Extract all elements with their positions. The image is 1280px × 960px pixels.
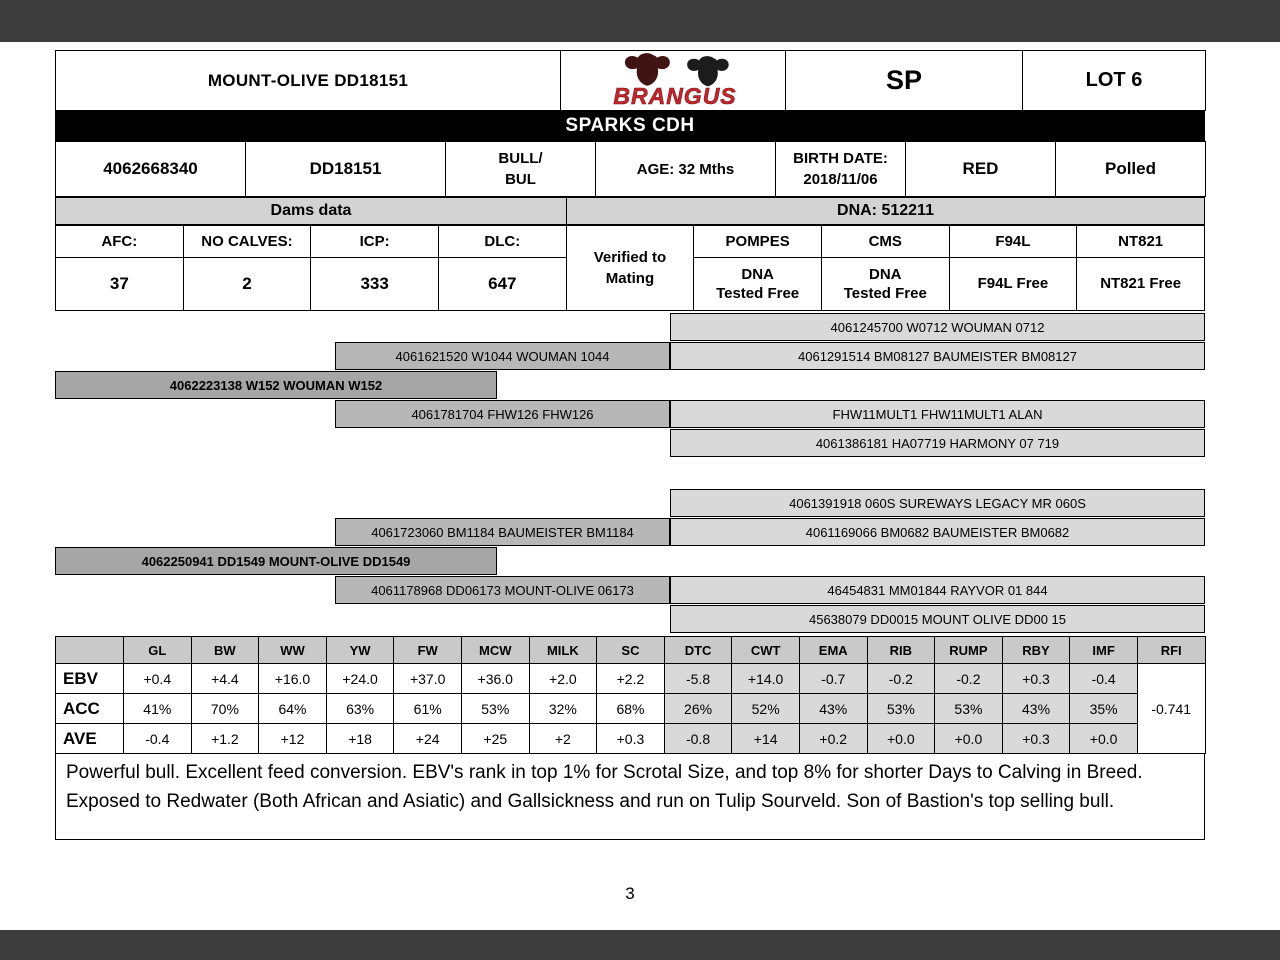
ebv-col-header: MCW	[461, 637, 529, 664]
pedigree-box-sire-dam-sire: FHW11MULT1 FHW11MULT1 ALAN	[670, 400, 1205, 428]
verified-line-1: Verified to	[593, 249, 667, 266]
animal-name-bar: SPARKS CDH	[55, 111, 1205, 141]
ebv-cell: 35%	[1070, 694, 1138, 724]
ebv-col-header: IMF	[1070, 637, 1138, 664]
ebv-cell: +14	[732, 724, 800, 754]
horn-status-cell: Polled	[1056, 142, 1206, 197]
pedigree-box-dam-sire: 4061723060 BM1184 BAUMEISTER BM1184	[335, 518, 670, 546]
ebv-col-header: EMA	[799, 637, 867, 664]
ebv-col-header: RUMP	[935, 637, 1003, 664]
animal-description: Powerful bull. Excellent feed conversion. EBV's rank in top 1% for Scrotal Size, and top 8% for shorter Days to Calving in Breed. Exposed to Redwater (Both African and Asiatic) and Gallsickness and run on Tulip Sourveld. Son of Bastion's top selling bull.	[55, 754, 1205, 840]
registration-number: 4062668340	[56, 142, 246, 197]
ebv-cell: +18	[326, 724, 394, 754]
brangus-logo-graphic	[583, 53, 763, 109]
ebv-cell: +14.0	[732, 664, 800, 694]
pedigree-box-sire: 4062223138 W152 WOUMAN W152	[55, 371, 497, 399]
ebv-row-label: AVE	[56, 724, 124, 754]
afc-value: 37	[56, 258, 184, 311]
catalog-page	[55, 50, 1205, 904]
pedigree-box-dam-dam-dam: 45638079 DD0015 MOUNT OLIVE DD00 15	[670, 605, 1205, 633]
pedigree-tree	[55, 313, 1205, 633]
cms-status	[821, 258, 949, 311]
section-split-row	[55, 197, 1205, 225]
dlc-header: DLC:	[438, 226, 566, 258]
brangus-logo-cell	[561, 51, 786, 111]
pompes-status	[694, 258, 822, 311]
sex-line-1: BULL/	[498, 150, 543, 167]
age-cell: AGE: 32 Mths	[596, 142, 776, 197]
acc-row	[56, 694, 1206, 724]
ebv-cell: 53%	[935, 694, 1003, 724]
f94l-header: F94L	[949, 226, 1077, 258]
dams-data-heading: Dams data	[55, 197, 567, 225]
top-dark-bar	[0, 0, 1280, 42]
ebv-cell: +24	[394, 724, 462, 754]
ebv-col-header: YW	[326, 637, 394, 664]
ebv-cell: 64%	[259, 694, 327, 724]
ebv-cell: +36.0	[461, 664, 529, 694]
ebv-col-header: RBY	[1002, 637, 1070, 664]
cms-status-line-1: DNA	[869, 265, 902, 283]
birth-date-cell	[776, 142, 906, 197]
ebv-cell: 26%	[664, 694, 732, 724]
page-number: 3	[625, 884, 635, 903]
ebv-cell: +0.3	[597, 724, 665, 754]
ebv-cell: -0.7	[799, 664, 867, 694]
ebv-cell: -5.8	[664, 664, 732, 694]
ebv-corner-cell	[56, 637, 124, 664]
ebv-col-header: SC	[597, 637, 665, 664]
bottom-dark-bar	[0, 930, 1280, 960]
ebv-col-header: DTC	[664, 637, 732, 664]
ebv-header-row	[56, 637, 1206, 664]
pedigree-box-dam: 4062250941 DD1549 MOUNT-OLIVE DD1549	[55, 547, 497, 575]
animal-id-title: MOUNT-OLIVE DD18151	[56, 51, 561, 111]
ebv-cell: +0.0	[935, 724, 1003, 754]
ebv-cell: 53%	[867, 694, 935, 724]
brangus-logo-text: BRANGUS	[613, 82, 737, 109]
ebv-cell: +4.4	[191, 664, 259, 694]
dams-data-table	[55, 225, 1205, 311]
ebv-cell: +12	[259, 724, 327, 754]
ebv-row-label: EBV	[56, 664, 124, 694]
ebv-cell: +0.3	[1002, 664, 1070, 694]
pedigree-box-dam-dam: 4061178968 DD06173 MOUNT-OLIVE 06173	[335, 576, 670, 604]
header-table	[55, 50, 1206, 111]
ebv-cell: +2.2	[597, 664, 665, 694]
birth-date-label: BIRTH DATE:	[793, 150, 888, 167]
ebv-cell: -0.2	[867, 664, 935, 694]
ebv-cell: 52%	[732, 694, 800, 724]
ebv-cell: -0.2	[935, 664, 1003, 694]
ebv-cell: 63%	[326, 694, 394, 724]
ebv-col-header: BW	[191, 637, 259, 664]
colour-cell: RED	[906, 142, 1056, 197]
ebv-cell: +16.0	[259, 664, 327, 694]
ebv-col-header: MILK	[529, 637, 597, 664]
ebv-cell: +2.0	[529, 664, 597, 694]
ebv-table	[55, 636, 1206, 754]
pompes-status-line-1: DNA	[741, 265, 774, 283]
society-code: SP	[786, 51, 1023, 111]
ebv-cell: +25	[461, 724, 529, 754]
ebv-cell: 43%	[799, 694, 867, 724]
no-calves-header: NO CALVES:	[183, 226, 311, 258]
ebv-cell: 70%	[191, 694, 259, 724]
ebv-cell: -0.4	[124, 724, 192, 754]
ebv-cell: +0.2	[799, 724, 867, 754]
ebv-cell: +0.3	[1002, 724, 1070, 754]
ebv-cell: -0.8	[664, 724, 732, 754]
ebv-col-header: WW	[259, 637, 327, 664]
pedigree-box-sire-sire: 4061621520 W1044 WOUMAN 1044	[335, 342, 670, 370]
ebv-col-header: CWT	[732, 637, 800, 664]
nt821-header: NT821	[1077, 226, 1205, 258]
pedigree-box-dam-sire-sire: 4061391918 060S SUREWAYS LEGACY MR 060S	[670, 489, 1205, 517]
pedigree-box-sire-dam-dam: 4061386181 HA07719 HARMONY 07 719	[670, 429, 1205, 457]
ebv-cell: 68%	[597, 694, 665, 724]
pedigree-box-sire-sire-dam: 4061291514 BM08127 BAUMEISTER BM08127	[670, 342, 1205, 370]
cms-status-line-2: Tested Free	[843, 285, 927, 302]
no-calves-value: 2	[183, 258, 311, 311]
ebv-cell: +24.0	[326, 664, 394, 694]
verified-line-2: Mating	[605, 270, 655, 287]
cms-header: CMS	[821, 226, 949, 258]
ebv-cell: +0.4	[124, 664, 192, 694]
ebv-col-header: RFI	[1137, 637, 1205, 664]
ebv-cell: +2	[529, 724, 597, 754]
pedigree-box-sire-sire-sire: 4061245700 W0712 WOUMAN 0712	[670, 313, 1205, 341]
dams-header-row	[56, 226, 1205, 258]
ebv-cell: +37.0	[394, 664, 462, 694]
ebv-cell: 41%	[124, 694, 192, 724]
verified-to-mating-cell	[566, 226, 694, 311]
birth-date-value: 2018/11/06	[803, 171, 878, 188]
ebv-cell: +1.2	[191, 724, 259, 754]
ebv-col-header: FW	[394, 637, 462, 664]
pompes-status-line-2: Tested Free	[716, 285, 800, 302]
brangus-logo	[561, 53, 785, 109]
ebv-cell: +0.0	[867, 724, 935, 754]
identity-row	[56, 142, 1206, 197]
sex-line-2: BUL	[505, 171, 536, 188]
ebv-cell: 53%	[461, 694, 529, 724]
sex-cell	[446, 142, 596, 197]
ebv-cell: 61%	[394, 694, 462, 724]
ebv-row-label: ACC	[56, 694, 124, 724]
ave-row	[56, 724, 1206, 754]
dna-heading: DNA: 512211	[567, 197, 1205, 225]
pedigree-box-sire-dam: 4061781704 FHW126 FHW126	[335, 400, 670, 428]
rfi-value-cell: -0.741	[1137, 664, 1205, 754]
icp-header: ICP:	[311, 226, 439, 258]
cattle-heads-icon	[625, 53, 729, 86]
lot-number: LOT 6	[1023, 51, 1206, 111]
ebv-col-header: GL	[124, 637, 192, 664]
pedigree-box-dam-sire-dam: 4061169066 BM0682 BAUMEISTER BM0682	[670, 518, 1205, 546]
header-row	[56, 51, 1206, 111]
herd-id: DD18151	[246, 142, 446, 197]
ebv-cell: +0.0	[1070, 724, 1138, 754]
nt821-status: NT821 Free	[1077, 258, 1205, 311]
ebv-row	[56, 664, 1206, 694]
ebv-cell: -0.4	[1070, 664, 1138, 694]
pedigree-box-dam-dam-sire: 46454831 MM01844 RAYVOR 01 844	[670, 576, 1205, 604]
icp-value: 333	[311, 258, 439, 311]
ebv-col-header: RIB	[867, 637, 935, 664]
ebv-cell: 43%	[1002, 694, 1070, 724]
pompes-header: POMPES	[694, 226, 822, 258]
dlc-value: 647	[438, 258, 566, 311]
identity-table	[55, 141, 1206, 197]
ebv-cell: 32%	[529, 694, 597, 724]
afc-header: AFC:	[56, 226, 184, 258]
f94l-status: F94L Free	[949, 258, 1077, 311]
